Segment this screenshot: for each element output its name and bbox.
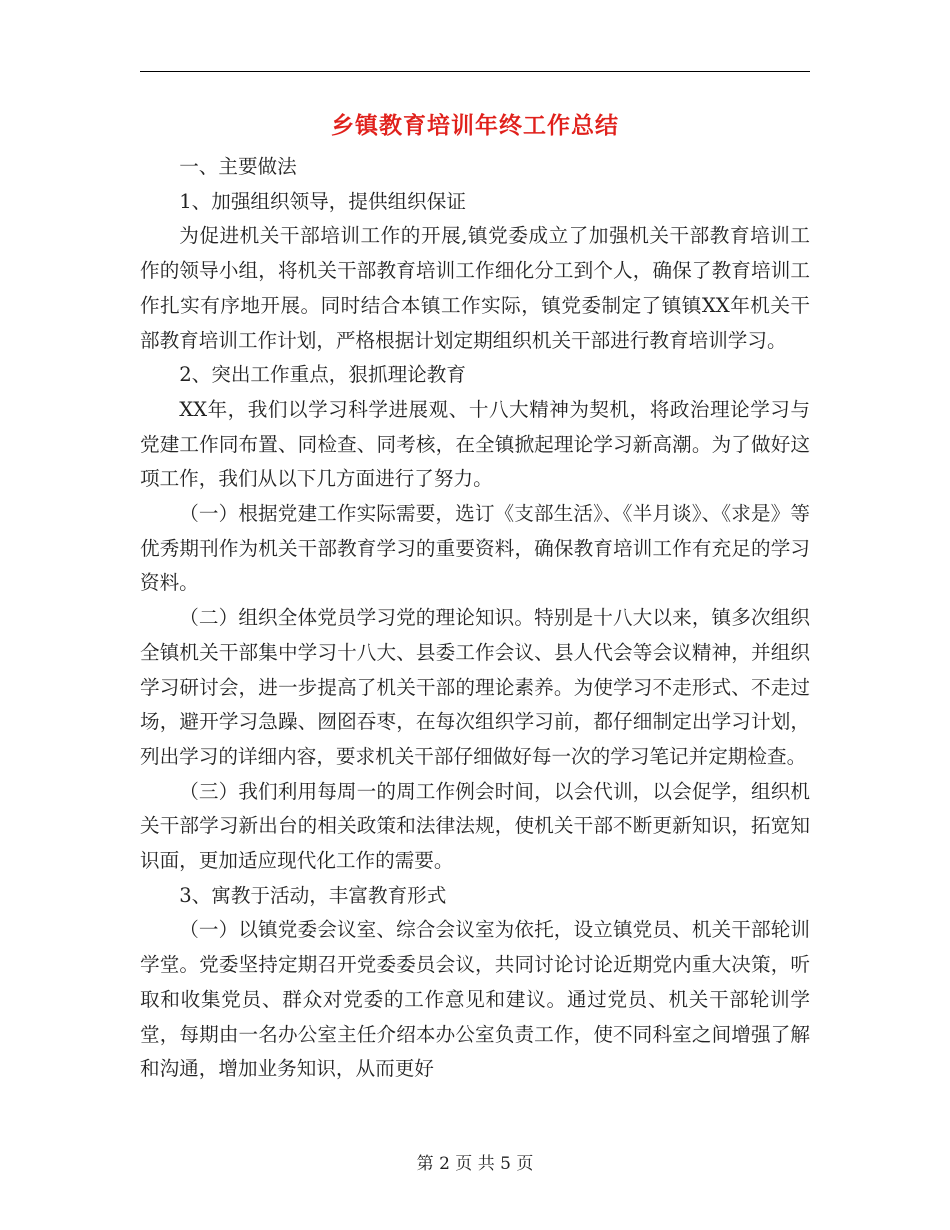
subsection-heading: 2、突出工作重点，狠抓理论教育: [179, 363, 466, 387]
body-paragraph: XX年，我们以学习科学进展观、十八大精神为契机，将政治理论学习与党建工作同布置、同检查、同考核，在全镇掀起理论学习新高潮。为了做好这项工作，我们从以下几方面进行了努力。: [140, 397, 810, 491]
page-footer: [140, 1152, 810, 1176]
page-number: 第 2 页 共 5 页: [416, 1154, 534, 1174]
document-title: 乡镇教育培训年终工作总结: [331, 112, 619, 139]
body-paragraph: （三）我们利用每周一的周工作例会时间，以会代训，以会促学，组织机关干部学习新出台的相关政策和法律法规，使机关干部不断更新知识，拓宽知识面，更加适应现代化工作的需要。: [140, 779, 810, 873]
body-paragraph: （二）组织全体党员学习党的理论知识。特别是十八大以来，镇多次组织全镇机关干部集中学习十八大、县委工作会议、县人代会等会议精神，并组织学习研讨会，进一步提高了机关干部的理论素养。为使学习不走形式、不走过场，避开学习急躁、囫囵吞枣，在每次组织学习前，都仔细制定出学习计划，列出学习的详细内容，要求机关干部仔细做好每一次的学习笔记并定期检查。: [140, 606, 810, 768]
subsection-heading: 1、加强组织领导，提供组织保证: [179, 189, 466, 213]
body-paragraph: （一）根据党建工作实际需要，选订《支部生活》、《半月谈》、《求是》等优秀期刊作为机关干部教育学习的重要资料，确保教育培训工作有充足的学习资料。: [140, 502, 810, 595]
section-heading: 一、主要做法: [179, 155, 297, 178]
header-rule: [140, 71, 810, 72]
body-paragraph: 为促进机关干部培训工作的开展,镇党委成立了加强机关干部教育培训工作的领导小组，将机关干部教育培训工作细化分工到个人，确保了教育培训工作扎实有序地开展。同时结合本镇工作实际，镇党委制定了镇镇XX年机关干部教育培训工作计划，严格根据计划定期组织机关干部进行教育培训学习。: [140, 224, 810, 352]
body-paragraph: （一）以镇党委会议室、综合会议室为依托，设立镇党员、机关干部轮训学堂。党委坚持定期召开党委委员会议，共同讨论讨论近期党内重大决策，听取和收集党员、群众对党委的工作意见和建议。通过党员、机关干部轮训学堂，每期由一名办公室主任介绍本办公室负责工作，使不同科室之间增强了解和沟通，增加业务知识，从而更好: [140, 918, 810, 1081]
subsection-heading: 3、寓教于活动，丰富教育形式: [179, 883, 447, 907]
document-body: [140, 150, 810, 1087]
